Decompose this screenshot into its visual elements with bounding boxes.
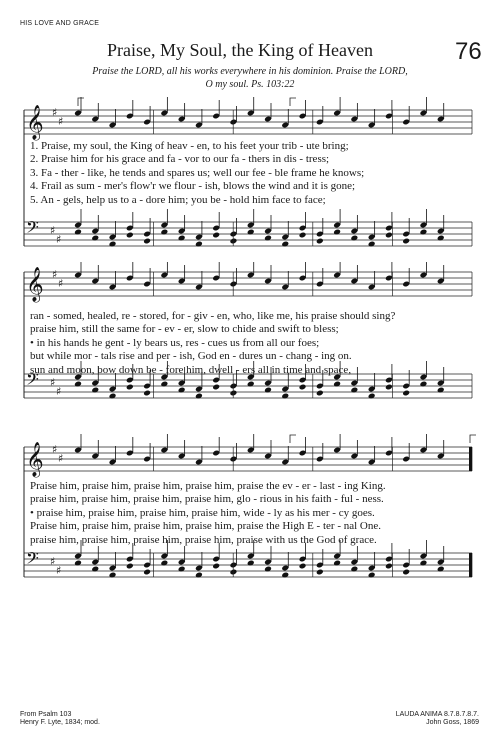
note-head — [212, 232, 220, 239]
note-head — [333, 229, 341, 236]
note-head — [402, 238, 410, 245]
verse-4-line: Praise him, praise him, praise him, praise him, praise the High E - ter - nal One. — [30, 520, 381, 533]
note-head — [247, 560, 255, 567]
treble-clef-icon: 𝄞 — [26, 442, 44, 477]
note-head — [143, 238, 151, 245]
verse-1-line: Praise him, praise him, praise him, praise him, praise the ev - er - last - ing King. — [30, 480, 386, 492]
note-head — [178, 235, 186, 242]
note-head — [160, 560, 168, 567]
note-head — [402, 569, 410, 576]
footer-composer: John Goss, 1869 — [426, 719, 479, 726]
epigraph-line-2: O my soul. Ps. 103:22 — [205, 79, 295, 90]
verse-5-line: 5. An - gels, help us to a - dore him; you be - hold him face to face; — [30, 193, 326, 206]
note-head — [316, 569, 324, 576]
footer-tune: LAUDA ANIMA 8.7.8.7.8.7. — [395, 711, 479, 718]
note-head — [299, 384, 307, 391]
section-label: HIS LOVE AND GRACE — [20, 20, 100, 27]
lyrics-system-2 — [30, 310, 475, 377]
note-head — [437, 387, 445, 394]
sharp-icon: ♯ — [50, 224, 56, 237]
treble-clef-icon: 𝄞 — [26, 105, 44, 140]
sharp-icon: ♯ — [50, 376, 56, 389]
sharp-icon: ♯ — [58, 277, 64, 290]
note-head — [247, 229, 255, 236]
note-head — [350, 235, 358, 242]
sharp-icon: ♯ — [58, 452, 64, 465]
note-head — [247, 381, 255, 388]
note-head — [195, 241, 203, 248]
sharp-icon: ♯ — [52, 106, 58, 119]
lyrics-system-1 — [30, 140, 475, 207]
note-head — [420, 229, 428, 236]
verse-3-line: • in his hands he gent - ly bears us, res - cues us from all our foes; — [30, 336, 320, 349]
note-head — [109, 572, 117, 579]
note-head — [299, 563, 307, 570]
note-head — [74, 229, 82, 236]
epigraph-line-1: Praise the LORD, all his works everywhere in his dominion. Praise the LORD, — [92, 66, 408, 77]
note-head — [437, 235, 445, 242]
note-head — [178, 387, 186, 394]
note-head — [264, 235, 272, 242]
footer-left — [20, 711, 100, 727]
note-head — [126, 384, 134, 391]
note-head — [316, 238, 324, 245]
sharp-icon: ♯ — [56, 385, 62, 398]
phrase-mark-icon — [290, 98, 296, 106]
note-head — [316, 390, 324, 397]
note-head — [212, 384, 220, 391]
verse-2-line: 2. Praise him for his grace and fa - vor to our fa - thers in dis - tress; — [30, 153, 330, 166]
sharp-icon: ♯ — [50, 555, 56, 568]
note-head — [333, 381, 341, 388]
sharp-icon: ♯ — [52, 443, 58, 456]
verse-5-line: sun and moon, bow down be - fore him, dwell - ers all in time and space, — [30, 363, 352, 376]
footer-source: From Psalm 103 — [20, 711, 72, 718]
note-head — [299, 232, 307, 239]
note-head — [91, 566, 99, 573]
note-head — [385, 384, 393, 391]
note-head — [195, 572, 203, 579]
verse-1-line: 1. Praise, my soul, the King of heav - en, to his feet your trib - ute bring; — [30, 140, 349, 152]
footer-right — [396, 711, 479, 727]
hymn-title: Praise, My Soul, the King of Heaven — [107, 40, 373, 60]
verse-1-line: ran - somed, healed, re - stored, for - giv - en, who, like me, his praise should sing? — [30, 310, 396, 322]
sharp-icon: ♯ — [52, 268, 58, 281]
note-head — [264, 566, 272, 573]
note-head — [368, 572, 376, 579]
note-head — [368, 241, 376, 248]
note-head — [385, 232, 393, 239]
verse-4-line: but while mor - tals rise and per - ish, God en - dures un - chang - ing on. — [30, 350, 352, 363]
note-head — [126, 232, 134, 239]
note-head — [385, 563, 393, 570]
note-head — [333, 560, 341, 567]
treble-clef-icon: 𝄞 — [26, 267, 44, 302]
note-head — [126, 563, 134, 570]
phrase-mark-icon — [470, 435, 476, 443]
note-head — [350, 566, 358, 573]
note-head — [212, 563, 220, 570]
note-head — [91, 387, 99, 394]
bass-clef-icon: 𝄢 — [26, 548, 39, 572]
note-head — [437, 566, 445, 573]
sharp-icon: ♯ — [56, 233, 62, 246]
verse-2-line: praise him, still the same for - ev - er, slow to chide and swift to bless; — [30, 323, 339, 336]
note-head — [109, 241, 117, 248]
note-head — [420, 381, 428, 388]
verse-3-line: • praise him, praise him, praise him, praise him, wide - ly as his mer - cy goes. — [30, 506, 375, 519]
sharp-icon: ♯ — [58, 115, 64, 128]
note-head — [368, 393, 376, 400]
sharp-icon: ♯ — [56, 564, 62, 577]
verse-4-line: 4. Frail as sum - mer's flow'r we flour - ish, blows the wind and it is gone; — [30, 180, 356, 193]
note-head — [178, 566, 186, 573]
final-bar-line — [469, 553, 472, 577]
verse-3-line: 3. Fa - ther - like, he tends and spares us; well our fee - ble frame he knows; — [30, 166, 365, 179]
note-head — [160, 229, 168, 236]
note-head — [350, 387, 358, 394]
note-head — [74, 560, 82, 567]
phrase-mark-icon — [290, 435, 296, 443]
note-head — [281, 572, 289, 579]
note-head — [281, 393, 289, 400]
note-head — [281, 241, 289, 248]
note-head — [420, 560, 428, 567]
note-head — [91, 235, 99, 242]
hymn-number: 76 — [455, 38, 482, 65]
note-head — [74, 381, 82, 388]
bass-clef-icon: 𝄢 — [26, 217, 39, 241]
note-head — [143, 390, 151, 397]
footer-author: Henry F. Lyte, 1834; mod. — [20, 719, 100, 726]
note-head — [160, 381, 168, 388]
bass-clef-icon: 𝄢 — [26, 369, 39, 393]
note-head — [109, 393, 117, 400]
note-head — [402, 390, 410, 397]
note-head — [143, 569, 151, 576]
verse-2-line: praise him, praise him, praise him, praise him, glo - rious in his faith - ful - ness. — [30, 493, 384, 506]
lyrics-system-3 — [30, 480, 475, 547]
final-bar-line — [469, 447, 472, 471]
note-head — [195, 393, 203, 400]
verse-5-line: praise him, praise him, praise him, praise him, praise with us the God of grace. — [30, 533, 377, 546]
note-head — [264, 387, 272, 394]
